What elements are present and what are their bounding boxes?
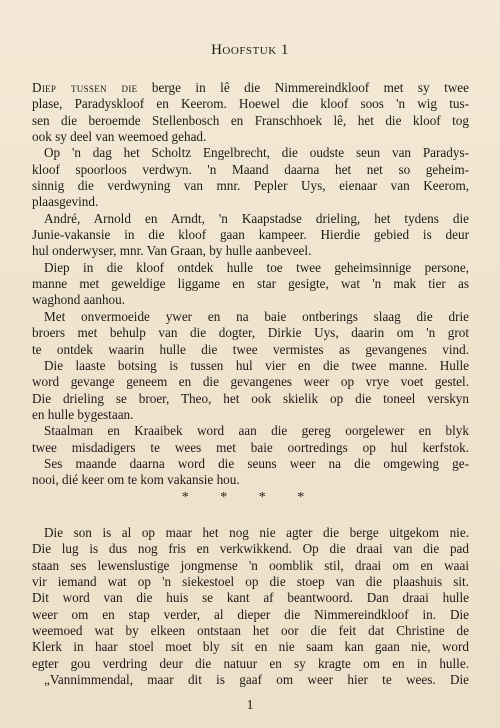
paragraph-line: Die laaste botsing is tussen hul vier en die twee manne. Hulle bbox=[44, 357, 469, 373]
paragraph-line: broers met behulp van die dogter, Dirkie Uys, daarin om 'n grot bbox=[32, 325, 469, 341]
paragraph-line: Diep in die kloof ontdek hulle toe twee geheimsinnige persone, bbox=[44, 259, 469, 275]
paragraph-10 bbox=[32, 672, 469, 688]
paragraph-8 bbox=[32, 456, 469, 489]
section-2 bbox=[32, 525, 469, 688]
paragraph-line: weemoed wat by elkeen ontstaan het oor die feit dat Christine de bbox=[32, 623, 469, 639]
paragraph-2 bbox=[32, 145, 469, 210]
paragraph-line: word gevange geneem en die gevangenes weer op vrye voet gestel. bbox=[32, 374, 469, 390]
paragraph-line: berge in lê die Nimmereindkloof met sy twee bbox=[137, 80, 469, 95]
opening-words: Diep tussen die bbox=[32, 80, 138, 95]
paragraph-line: Junie-vakansie in die kloof gaan kampeer. Hierdie gebied is deur bbox=[32, 227, 469, 243]
section-1 bbox=[32, 80, 469, 489]
paragraph-line: egter gou verdring deur die natuur en sy kragte om en in hulle. bbox=[32, 655, 469, 671]
paragraph-line: kloof spoorloos verdwyn. 'n Maand daarna het net so geheim- bbox=[32, 161, 469, 177]
page-number: 1 bbox=[246, 698, 254, 713]
paragraph-line: hul onderwyser, mnr. Van Graan, by hulle aanbeveel. bbox=[32, 243, 312, 259]
paragraph-line: twee misdadigers te wees met baie oortredings op hul kerfstok. bbox=[32, 439, 469, 455]
paragraph-line: vir iemand wat op 'n siekestoel op die stoep van die plaashuis sit. bbox=[32, 574, 469, 590]
paragraph-3 bbox=[32, 211, 469, 260]
paragraph-line: Ses maande daarna word die seuns weer na die omgewing ge- bbox=[44, 455, 469, 471]
paragraph-4 bbox=[32, 260, 469, 309]
paragraph-line: Klerk in haar stoel moet bly sit en nie saam kan gaan nie, word bbox=[32, 639, 469, 655]
paragraph-line: sen die beroemde Stellenbosch en Franschhoek lê, het die kloof tog bbox=[32, 112, 469, 128]
paragraph-line: Die lug is dus nog fris en verkwikkend. Op die draai van die pad bbox=[32, 541, 469, 557]
paragraph-line: te ontdek waarin hulle die twee vermistes as gevangenes vind. bbox=[32, 341, 469, 357]
paragraph-line: „Vannimmendal, maar dit is gaaf om weer hier te wees. Die bbox=[44, 672, 469, 688]
paragraph-5 bbox=[32, 309, 469, 358]
paragraph-line: Die son is al op maar het nog nie agter die berge uitgekom nie. bbox=[44, 525, 469, 540]
paragraph-line: Staalman en Kraaibek word aan die gereg oorgelewer en blyk bbox=[44, 423, 469, 439]
section-separator: * * * * bbox=[181, 490, 319, 505]
paragraph-7 bbox=[32, 423, 469, 456]
paragraph-line: sinnig die verdwyning van mnr. Pepler Uys, eienaar van Keerom, bbox=[32, 178, 469, 194]
paragraph-line: weer om en stap verder, al dieper die Nimmereindkloof in. Die bbox=[32, 606, 469, 622]
chapter-title: Hoofstuk 1 bbox=[211, 42, 289, 58]
paragraph-line: André, Arnold en Arndt, 'n Kaapstadse drieling, het tydens die bbox=[44, 210, 469, 226]
paragraph-6 bbox=[32, 358, 469, 423]
paragraph-line: Met onvermoeide ywer en na baie ontberings slaag die drie bbox=[44, 308, 469, 324]
paragraph-line: nooi, dié keer om te kom vakansie hou. bbox=[32, 472, 240, 488]
paragraph-line: plase, Paradyskloof en Keerom. Hoewel die kloof soos 'n wig tus- bbox=[32, 96, 469, 112]
paragraph-line: en hulle bygestaan. bbox=[32, 406, 134, 422]
paragraph-line: Die drieling se broer, Theo, het ook skielik op die toneel verskyn bbox=[32, 390, 469, 406]
paragraph-9 bbox=[32, 525, 469, 672]
paragraph-line: ook sy deel van weemoed gehad. bbox=[32, 129, 207, 145]
paragraph-1 bbox=[32, 80, 469, 145]
paragraph-line: manne met geweldige liggame en star gesigte, wat 'n mak tier as bbox=[32, 276, 469, 292]
paragraph-line: Dit word van die huis se kant af beantwoord. Dan draai hulle bbox=[32, 590, 469, 606]
paragraph-line: Op 'n dag het Scholtz Engelbrecht, die oudste seun van Paradys- bbox=[44, 145, 469, 161]
paragraph-line: waghond aanhou. bbox=[32, 292, 126, 308]
paragraph-line: plaasgevind. bbox=[32, 194, 99, 210]
paragraph-line: staan ses lewenslustige jongmense 'n oomblik stil, draai om en waai bbox=[32, 557, 469, 573]
